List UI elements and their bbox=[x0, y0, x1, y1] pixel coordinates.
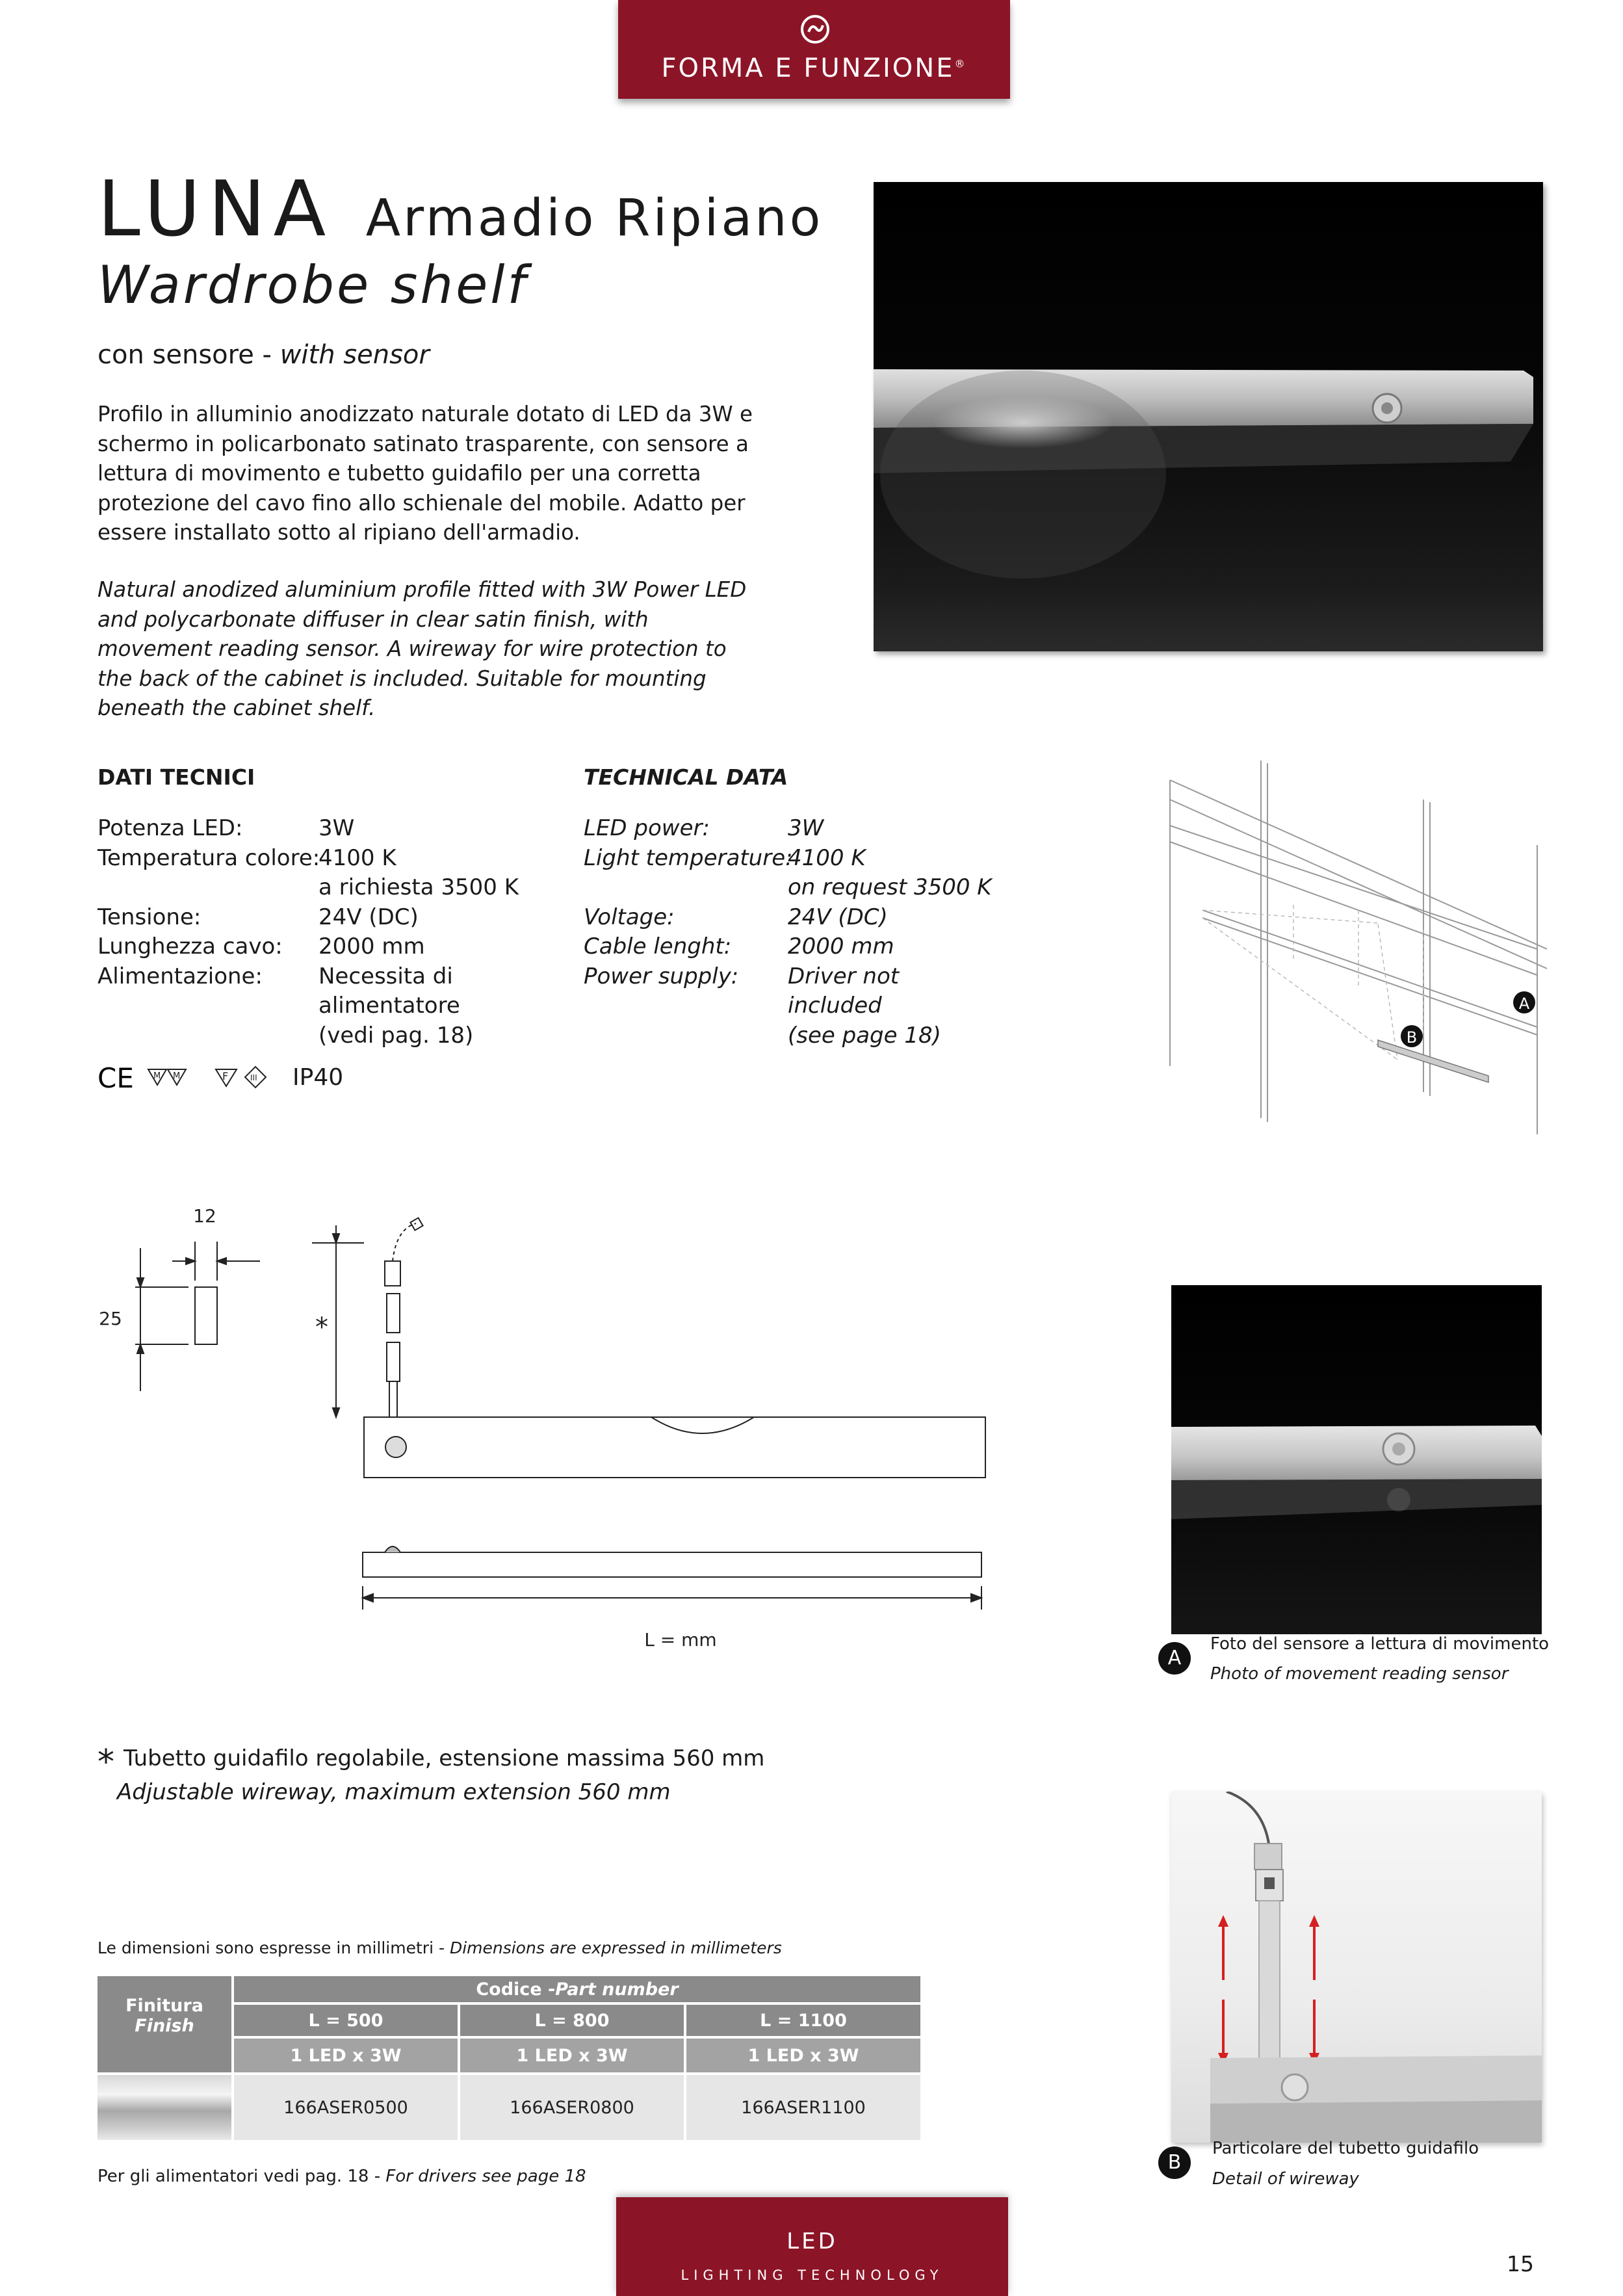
length-header-800: L = 800 bbox=[460, 2005, 686, 2039]
diagram-label-b: B bbox=[1406, 1028, 1418, 1047]
svg-text:CE: CE bbox=[97, 1062, 134, 1094]
brand-logo-icon bbox=[800, 14, 830, 44]
installation-diagram bbox=[1163, 754, 1553, 1144]
product-title bbox=[97, 164, 824, 254]
dim-height: 25 bbox=[99, 1308, 122, 1329]
brand-name: FORMA E FUNZIONE® bbox=[661, 53, 967, 83]
drawing-asterisk: * bbox=[315, 1312, 328, 1342]
length-label: L = mm bbox=[644, 1629, 717, 1650]
length-header-1100: L = 1100 bbox=[686, 2005, 920, 2039]
led-spec-800: 1 LED x 3W bbox=[460, 2039, 686, 2072]
technical-data-heading-it: DATI TECNICI bbox=[97, 764, 255, 790]
ip-rating: IP40 bbox=[292, 1064, 344, 1091]
page-number: 15 bbox=[1507, 2251, 1534, 2276]
svg-text:F: F bbox=[222, 1070, 229, 1082]
wireway-note: * Tubetto guidafilo regolabile, estensione massima 560 mm Adjustable wireway, maximum extension 560 mm bbox=[97, 1743, 765, 1805]
caption-b-en: Detail of wireway bbox=[1212, 2169, 1359, 2189]
dim-width: 12 bbox=[193, 1205, 216, 1227]
brand-footer bbox=[616, 2197, 1008, 2296]
caption-a-badge: A bbox=[1158, 1642, 1191, 1675]
caption-b-it: Particolare del tubetto guidafilo bbox=[1212, 2139, 1479, 2158]
technical-drawing bbox=[91, 1196, 1001, 1664]
dimensions-note: Le dimensioni sono espresse in millimetri - Dimensions are expressed in millimeters bbox=[97, 1938, 782, 1957]
svg-text:III: III bbox=[250, 1073, 257, 1082]
part-code-1100: 166ASER1100 bbox=[686, 2075, 920, 2140]
mm-mark-icon bbox=[148, 1069, 186, 1085]
spec-labels-en: LED power: Light temperature: Voltage: Cable lenght: Power supply: bbox=[584, 815, 793, 989]
sensor-photo bbox=[1171, 1285, 1542, 1634]
spec-values-it: 3W 4100 K a richiesta 3500 K 24V (DC) 2000 mm Necessita di alimentatore (vedi pag. 18) bbox=[318, 815, 519, 1049]
technical-data-heading-en: TECHNICAL DATA bbox=[584, 764, 788, 790]
caption-b-badge: B bbox=[1158, 2146, 1191, 2179]
product-subtitle-en: Wardrobe shelf bbox=[97, 255, 528, 315]
f-mark-icon bbox=[216, 1069, 237, 1086]
finish-header: Finitura Finish bbox=[97, 1976, 234, 2055]
footer-led: LED bbox=[786, 2228, 838, 2254]
caption-a-en: Photo of movement reading sensor bbox=[1210, 1664, 1509, 1684]
svg-text:M: M bbox=[153, 1071, 161, 1081]
part-number-header: Codice - Part number bbox=[234, 1976, 920, 2005]
length-header-500: L = 500 bbox=[234, 2005, 460, 2039]
product-name: LUNA bbox=[97, 164, 334, 254]
svg-text:M: M bbox=[173, 1071, 181, 1081]
ce-mark-icon bbox=[97, 1062, 134, 1094]
led-spec-1100: 1 LED x 3W bbox=[686, 2039, 920, 2072]
description-it: Profilo in alluminio anodizzato naturale dotato di LED da 3W e schermo in policarbonato satinato trasparente, con sensore a lettura di movimento e tubetto guidafilo per una corretta protezione del cavo fino allo schienale del mobile. Adatto per essere installato sotto al ripiano dell'armadio. bbox=[97, 402, 753, 545]
diagram-label-a: A bbox=[1518, 995, 1530, 1013]
part-number-table bbox=[97, 1976, 920, 2140]
part-code-800: 166ASER0800 bbox=[460, 2075, 686, 2140]
led-spec-500: 1 LED x 3W bbox=[234, 2039, 460, 2072]
drivers-note: Per gli alimentatori vedi pag. 18 - For drivers see page 18 bbox=[97, 2167, 586, 2186]
footer-subtitle: LIGHTING TECHNOLOGY bbox=[681, 2267, 944, 2283]
brand-header bbox=[618, 0, 1010, 99]
description-en: Natural anodized aluminium profile fitted with 3W Power LED and polycarbonate diffuser in clear satin finish, with movement reading sensor. A wireway for wire protection to the back of the cabinet is included. Suitable for mounting beneath the cabinet shelf. bbox=[97, 577, 747, 720]
wireway-photo bbox=[1171, 1792, 1542, 2143]
product-photo bbox=[874, 182, 1543, 651]
part-code-500: 166ASER0500 bbox=[234, 2075, 460, 2140]
class-iii-icon bbox=[245, 1067, 266, 1088]
caption-a-it: Foto del sensore a lettura di movimento bbox=[1210, 1634, 1550, 1654]
spec-values-en: 3W 4100 K on request 3500 K 24V (DC) 2000 mm Driver not included (see page 18) bbox=[788, 815, 992, 1049]
finish-swatch bbox=[97, 2075, 234, 2140]
spec-labels-it: Potenza LED: Temperatura colore: Tensione: Lunghezza cavo: Alimentazione: bbox=[97, 815, 320, 989]
product-subtitle-it: Armadio Ripiano bbox=[365, 189, 824, 248]
sensor-line: con sensore - with sensor bbox=[97, 340, 430, 370]
